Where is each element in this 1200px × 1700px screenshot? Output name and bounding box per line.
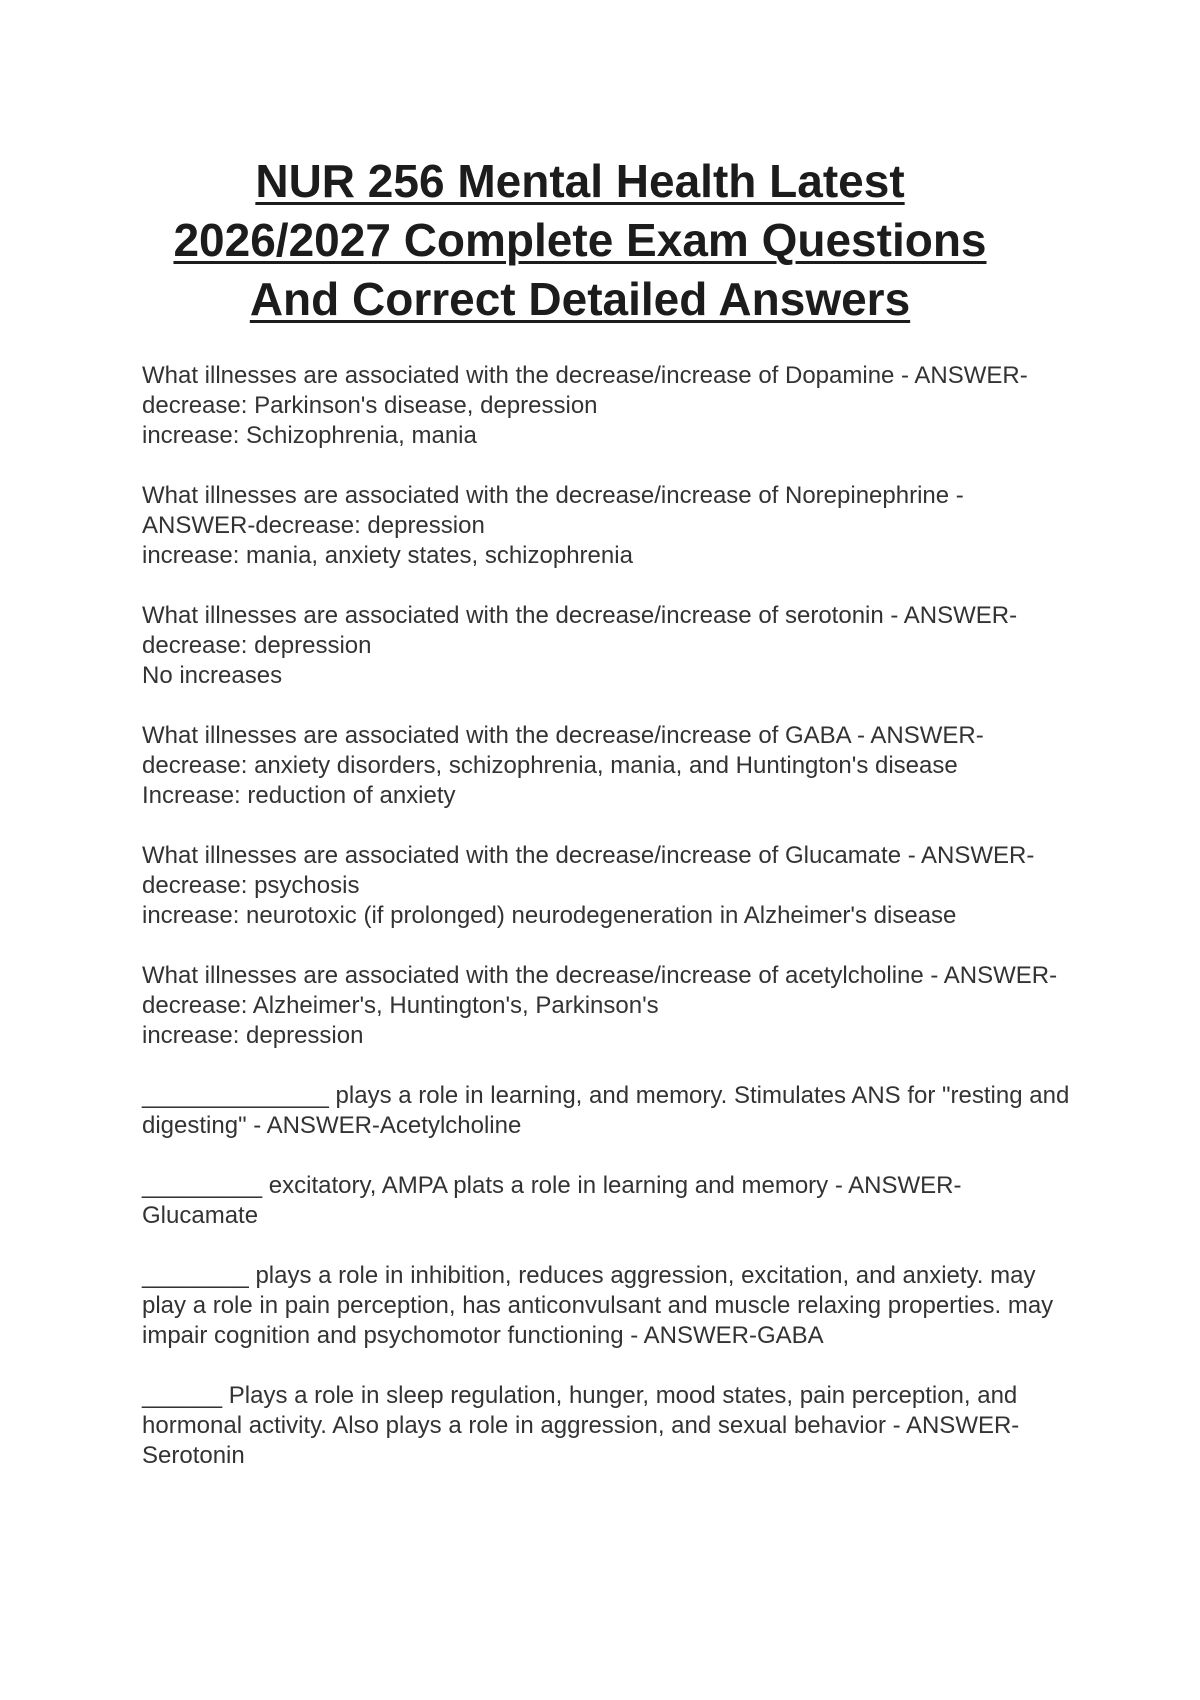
qa-item — [142, 481, 1062, 571]
qa-text-line: impair cognition and psychomotor functioning - ANSWER-GABA — [142, 1322, 824, 1349]
qa-text-line: Serotonin — [142, 1442, 245, 1469]
qa-text-line: play a role in pain perception, has anticonvulsant and muscle relaxing properties. may — [142, 1292, 1054, 1319]
qa-text-line: hormonal activity. Also plays a role in aggression, and sexual behavior - ANSWER- — [142, 1412, 1020, 1439]
qa-text-line: ________ plays a role in inhibition, reduces aggression, excitation, and anxiety. may — [142, 1262, 1036, 1289]
qa-text-line: What illnesses are associated with the decrease/increase of Glucamate - ANSWER- — [142, 842, 1035, 869]
title-line: 2026/2027 Complete Exam Questions — [173, 214, 987, 266]
qa-text-line: decrease: Alzheimer's, Huntington's, Parkinson's — [142, 992, 659, 1019]
qa-item — [142, 601, 1062, 691]
qa-item — [142, 721, 1062, 811]
qa-text-line: What illnesses are associated with the decrease/increase of Dopamine - ANSWER- — [142, 362, 1028, 389]
qa-text-line: ANSWER-decrease: depression — [142, 512, 485, 539]
qa-text-line: What illnesses are associated with the decrease/increase of acetylcholine - ANSWER- — [142, 962, 1058, 989]
qa-text-line: decrease: anxiety disorders, schizophrenia, mania, and Huntington's disease — [142, 752, 958, 779]
qa-text-line: increase: depression — [142, 1022, 364, 1049]
qa-text-line: increase: mania, anxiety states, schizophrenia — [142, 542, 633, 569]
qa-text-line: No increases — [142, 662, 283, 689]
qa-text-line: decrease: Parkinson's disease, depression — [142, 392, 598, 419]
qa-item — [142, 1261, 1062, 1351]
page-title — [140, 152, 1020, 329]
qa-item — [142, 841, 1062, 931]
qa-text-line: decrease: psychosis — [142, 872, 360, 899]
qa-text-line: What illnesses are associated with the decrease/increase of serotonin - ANSWER- — [142, 602, 1018, 629]
qa-item — [142, 1171, 1062, 1231]
title-line: NUR 256 Mental Health Latest — [255, 155, 905, 207]
qa-text-line: increase: neurotoxic (if prolonged) neurodegeneration in Alzheimer's disease — [142, 902, 957, 929]
qa-text-line: Glucamate — [142, 1202, 259, 1229]
qa-item — [142, 361, 1062, 451]
qa-text-line: ______________ plays a role in learning, and memory. Stimulates ANS for "resting and — [142, 1082, 1070, 1109]
qa-text-line: increase: Schizophrenia, mania — [142, 422, 477, 449]
qa-text-line: decrease: depression — [142, 632, 372, 659]
qa-text-line: What illnesses are associated with the decrease/increase of GABA - ANSWER- — [142, 722, 984, 749]
qa-list — [142, 361, 1070, 1501]
qa-text-line: _________ excitatory, AMPA plats a role in learning and memory - ANSWER- — [142, 1172, 962, 1199]
qa-text-line: Increase: reduction of anxiety — [142, 782, 456, 809]
qa-text-line: What illnesses are associated with the decrease/increase of Norepinephrine - — [142, 482, 964, 509]
qa-item — [142, 1081, 1070, 1141]
qa-item — [142, 1381, 1062, 1471]
title-line: And Correct Detailed Answers — [249, 273, 911, 325]
qa-text-line: digesting" - ANSWER-Acetylcholine — [142, 1112, 522, 1139]
qa-text-line: ______ Plays a role in sleep regulation, hunger, mood states, pain perception, and — [142, 1382, 1018, 1409]
qa-item — [142, 961, 1062, 1051]
